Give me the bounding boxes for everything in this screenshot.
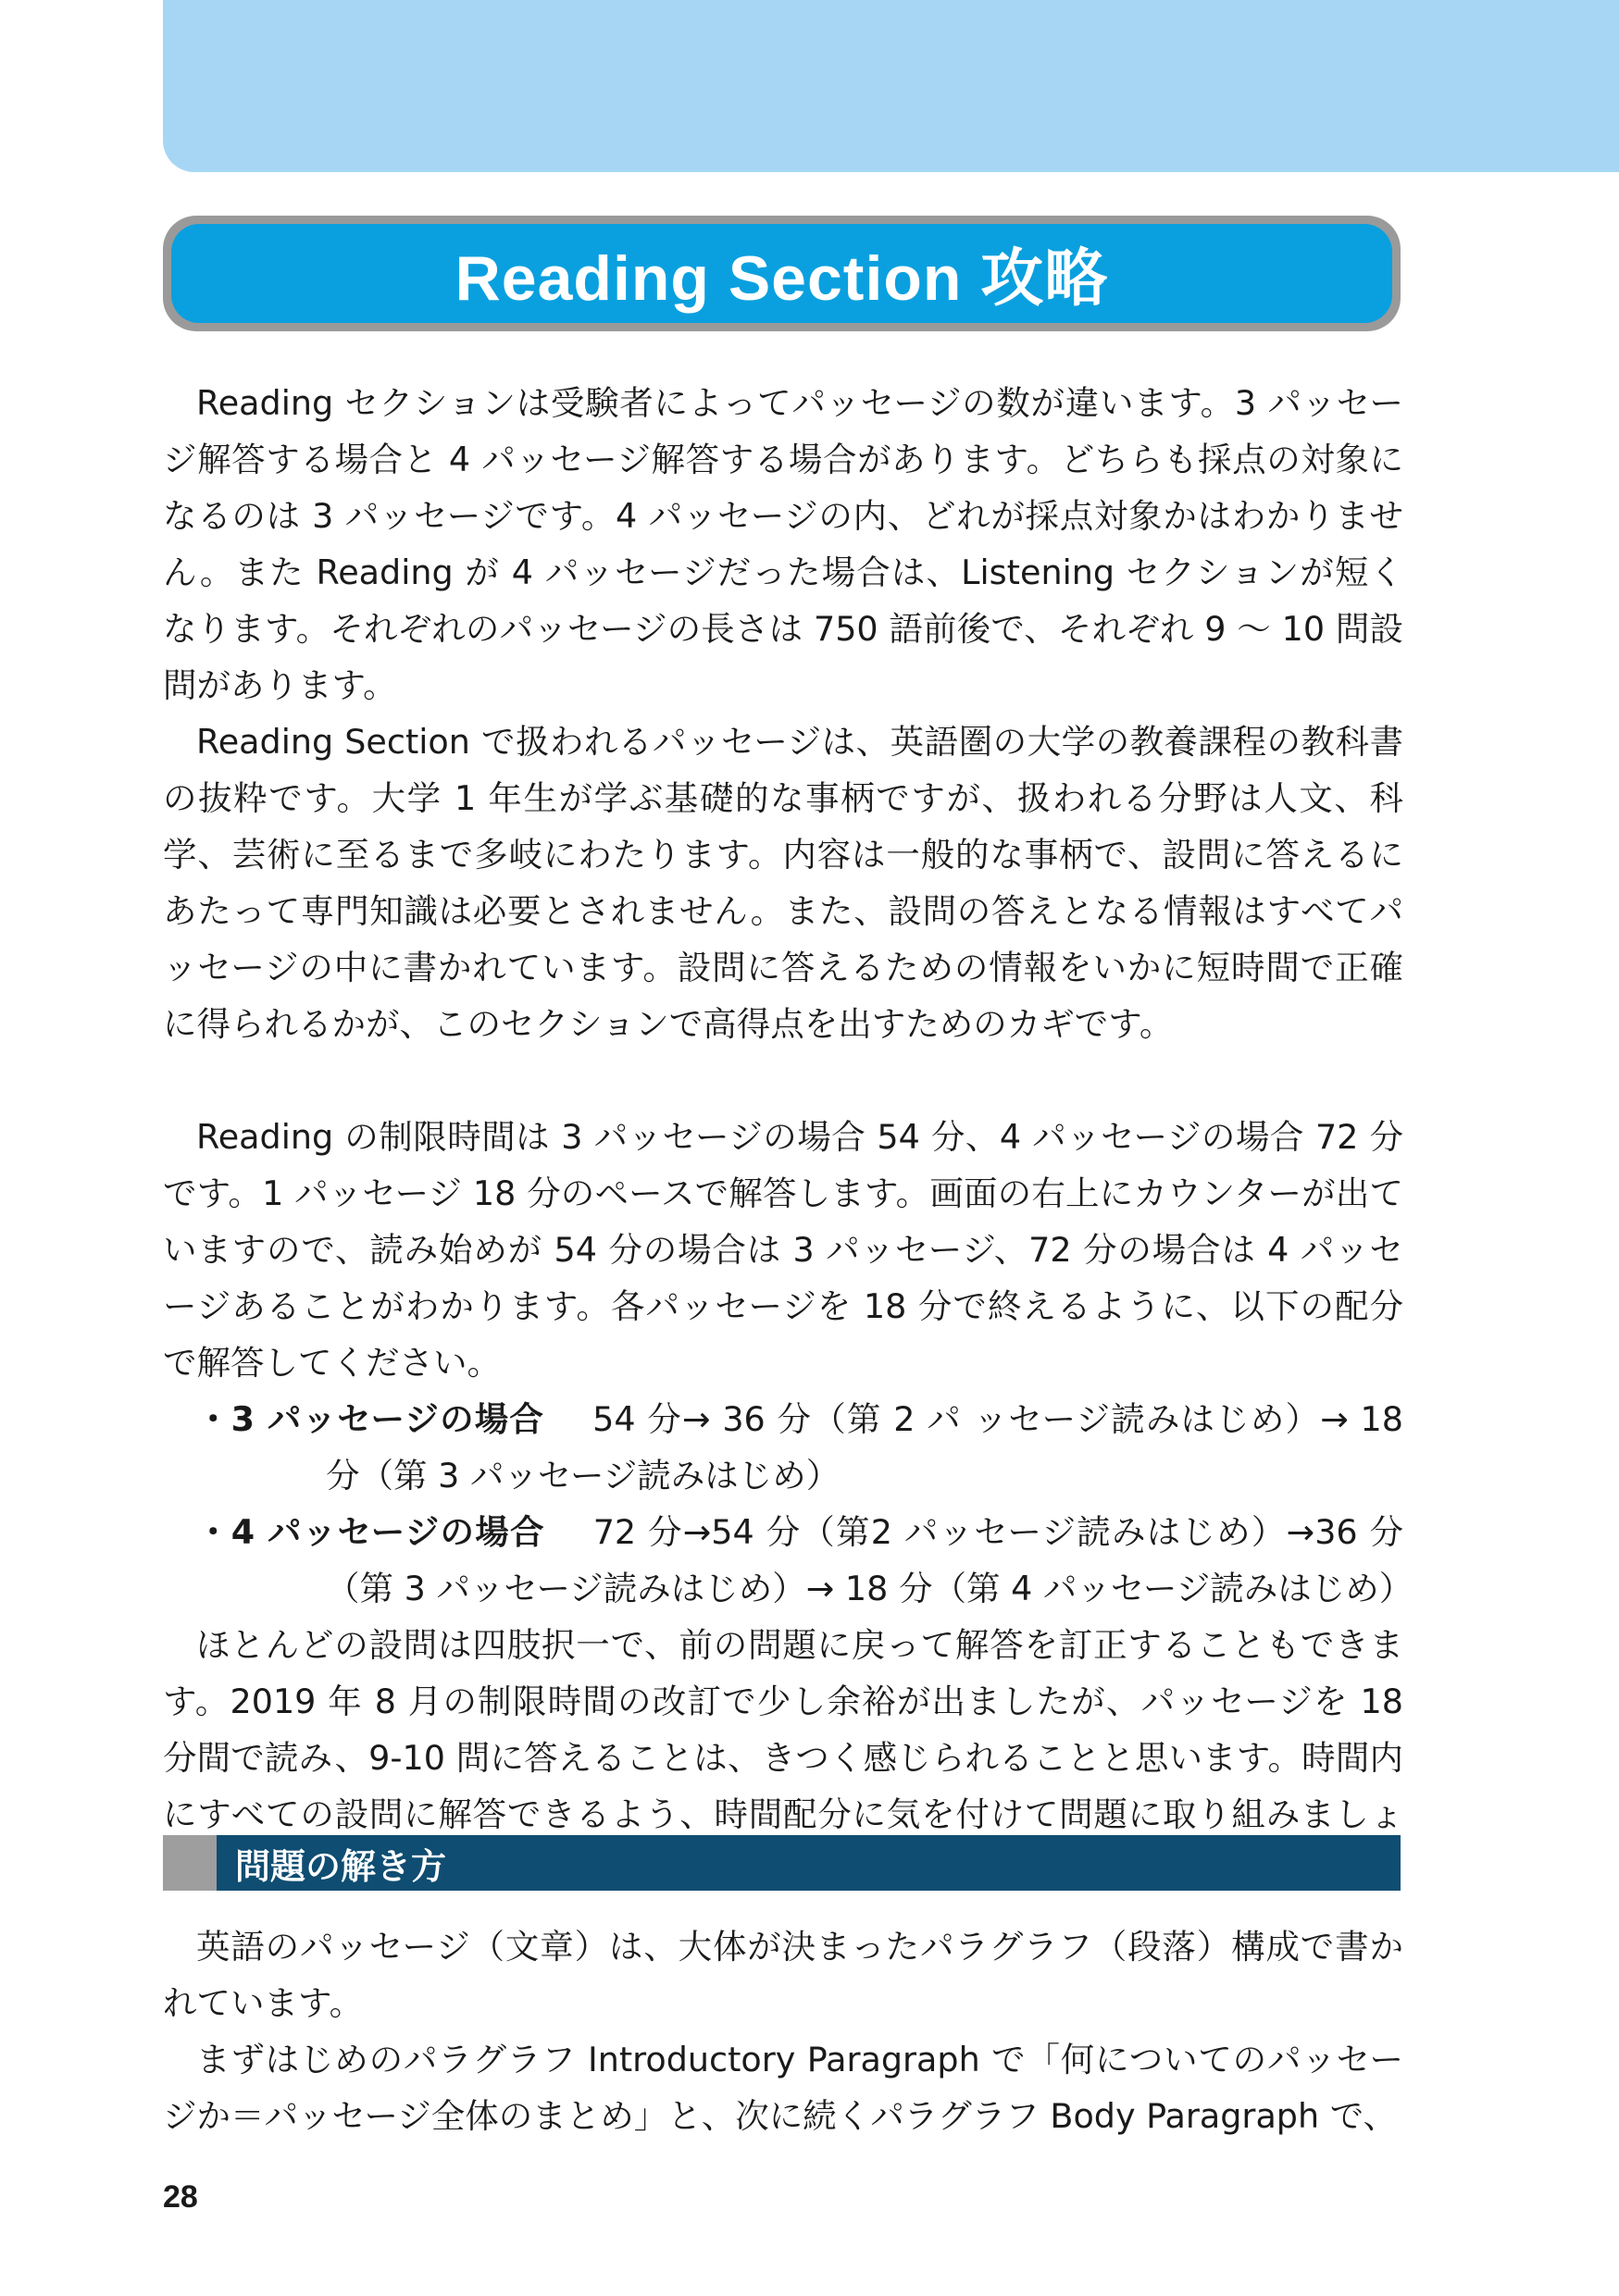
subheading-title: 問題の解き方	[235, 1845, 447, 1887]
bullet-text: 72 分→54 分（第2 パッセージ読みはじめ）→36 分（第 3 パッセージ読みはじめ）→ 18 分（第 4 パッセージ読みはじめ）	[326, 1512, 1414, 1608]
paragraph-question-format: ほとんどの設問は四肢択一で、前の問題に戻って解答を訂正することもできます。2019 年 8 月の制限時間の改訂で少し余裕が出ましたが、パッセージを 18 分間で読み、9-10 問に答えることは、きつく感じられることと思います。時間内にすべての設問に解答できるよう、時間配分に気を付けて問題に取り組みましょ	[163, 1625, 1403, 1834]
section-title-inner	[171, 224, 1392, 323]
section-title-banner	[163, 216, 1401, 331]
subheading-marker	[163, 1835, 217, 1891]
section-title: Reading Section 攻略	[455, 243, 1109, 314]
paragraph-reading-passages: Reading セクションは受験者によってパッセージの数が違います。3 パッセージ解答する場合と 4 パッセージ解答する場合があります。どちらも採点の対象になるのは 3 パッセージです。4 パッセージの内、どれが採点対象かはわかりません。また Reading が 4 パッセージだった場合は、Listening セクションが短くなります。それぞれのパッセージの長さは 750 語前後で、それぞれ 9 ～ 10 問設問があります。	[163, 383, 1403, 705]
spacer	[163, 1052, 1403, 1109]
secondary-text-block	[163, 1918, 1403, 2144]
bullet-label: ・4 パッセージの場合	[196, 1512, 545, 1552]
bullet-4-passages	[163, 1504, 1414, 1617]
main-text-block	[163, 375, 1414, 1899]
bullet-3-passages	[163, 1391, 1403, 1504]
bullet-label: ・3 パッセージの場合	[196, 1399, 545, 1439]
top-header-band	[163, 0, 1619, 172]
subheading-bar	[163, 1835, 1401, 1891]
paragraph-structure: 英語のパッセージ（文章）は、大体が決まったパラグラフ（段落）構成で書かれています。	[163, 1927, 1403, 2023]
paragraph-passage-content: Reading Section で扱われるパッセージは、英語圏の大学の教養課程の教科書の抜粋です。大学 1 年生が学ぶ基礎的な事柄ですが、扱われる分野は人文、科学、芸術に至るまで多岐にわたります。内容は一般的な事柄で、設問に答えるにあたって専門知識は必要とされません。また、設問の答えとなる情報はすべてパッセージの中に書かれています。設問に答えるための情報をいかに短時間で正確に得られるかが、このセクションで高得点を出すためのカギです。	[163, 722, 1403, 1044]
paragraph-time-limit: Reading の制限時間は 3 パッセージの場合 54 分、4 パッセージの場合 72 分です。1 パッセージ 18 分のペースで解答します。画面の右上にカウンターが出ていますので、読み始めが 54 分の場合は 3 パッセージ、72 分の場合は 4 パッセージあることがわかります。各パッセージを 18 分で終えるように、以下の配分で解答してください。	[163, 1117, 1403, 1383]
page-number: 28	[163, 2179, 198, 2215]
bullet-text: 54 分→ 36 分（第 2 パ ッセージ読みはじめ）→ 18 分（第 3 パッセージ読みはじめ）	[326, 1399, 1404, 1496]
paragraph-introductory: まずはじめのパラグラフ Introductory Paragraph で「何についてのパッセージか＝パッセージ全体のまとめ」と、次に続くパラグラフ Body Paragraph で、	[163, 2040, 1403, 2136]
